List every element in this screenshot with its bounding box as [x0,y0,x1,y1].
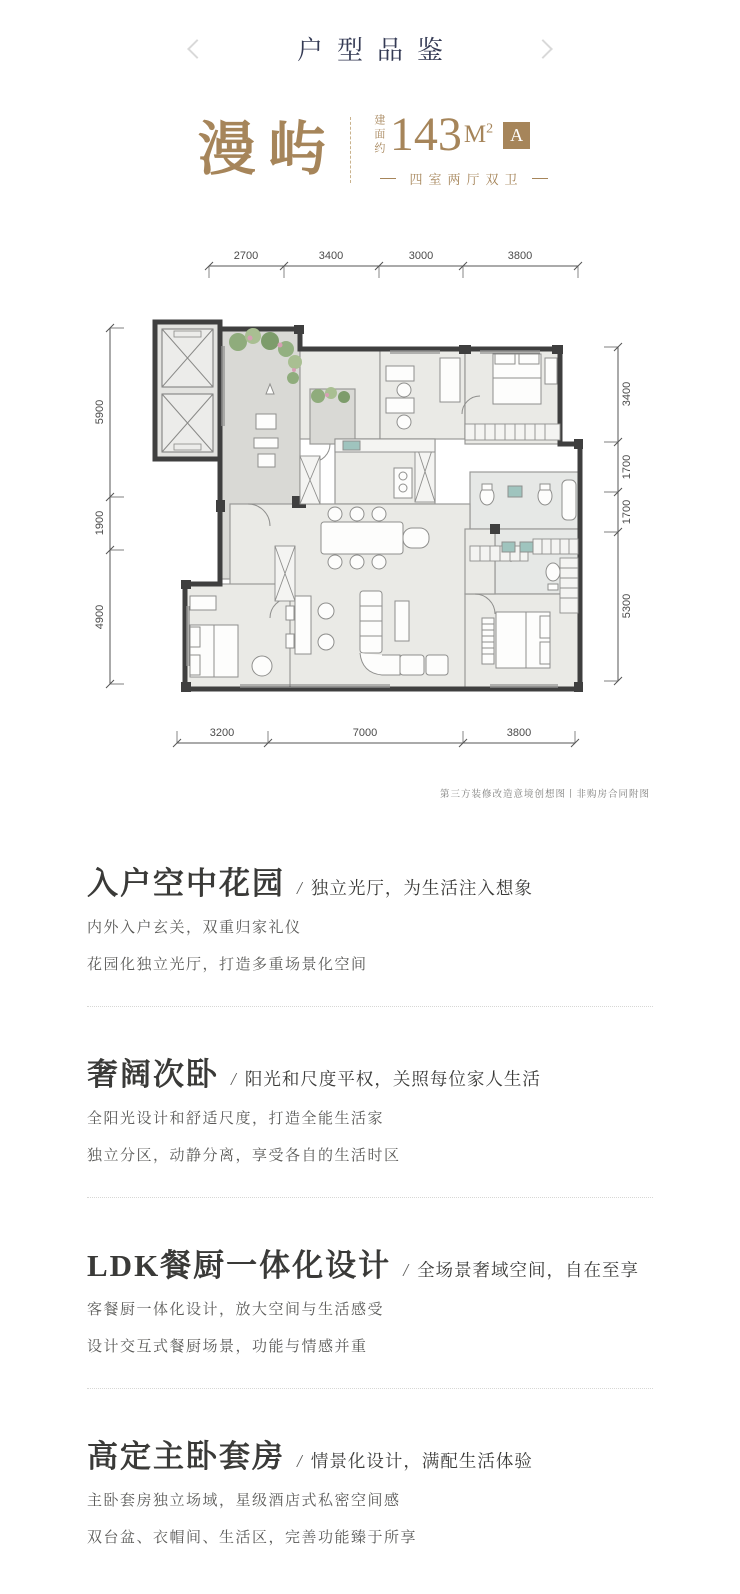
section-divider [87,1006,653,1007]
slash: / [403,1260,410,1280]
feature-subtitle: / 全场景奢域空间，自在至享 [403,1260,640,1280]
dim-label: 3400 [621,381,633,407]
dim-label: 1700 [621,499,633,525]
slash: / [231,1069,237,1089]
dash-right [532,178,548,179]
feature-entry-garden [87,852,653,976]
layout-desc: 四室两厅双卫 [409,172,524,187]
unit-layout [380,169,548,188]
feature-line: 花园化独立光厅，打造多重场景化空间 [87,955,368,973]
feature-title: 入户空中花园 [87,866,285,901]
dim-label: 5300 [621,593,633,619]
feature-title: LDK餐厨一体化设计 [87,1248,392,1283]
dim-label: 1900 [94,510,106,536]
dim-label: 4900 [94,604,106,630]
area-unit: $M^2$ [463,121,494,148]
plan-disclaimer: 第三方装修改造意境创想图丨非购房合同附图 [439,789,650,800]
elevator-core [155,322,220,459]
feature-line: 客餐厨一体化设计，放大空间与生活感受 [87,1301,385,1318]
unit-area [372,108,555,161]
feature-sections [87,852,653,1549]
dim-label: 3800 [506,727,532,739]
dim-label: 2700 [233,250,259,262]
section-divider [87,1388,653,1389]
page-title: 户型品鉴 [296,36,457,65]
feature-master-suite [87,1425,653,1549]
feature-subtitle: / 情景化设计，满配生活体验 [297,1451,533,1471]
dim-label: 5900 [94,399,106,425]
feature-line: 设计交互式餐厨场景，功能与情感并重 [87,1337,368,1355]
unit-name: 漫屿 [197,116,338,182]
feature-title: 奢阔次卧 [87,1057,219,1092]
feature-line: 双台盆、衣帽间、生活区，完善功能臻于所享 [87,1528,418,1546]
feature-line: 全阳光设计和舒适尺度，打造全能生活家 [87,1110,385,1127]
dim-label: 3000 [408,250,434,262]
dim-right [604,343,633,685]
dim-label: 7000 [352,727,378,739]
dim-left [94,324,124,688]
dim-bottom [173,727,579,747]
floorplan [90,246,650,776]
slash: / [297,1451,303,1471]
area-prefix: 建面约 [372,114,385,156]
title-divider [350,117,351,183]
section-divider [87,1197,653,1198]
feature-ldk-kitchen [87,1234,653,1358]
chevron-right-icon[interactable] [533,39,553,59]
feature-subtitle: / 阳光和尺度平权，关照每位家人生活 [231,1069,541,1089]
dim-label: 3400 [318,250,344,262]
slash: / [297,878,303,898]
feature-subtitle: / 独立光厅，为生活注入想象 [297,878,533,898]
chevron-left-icon[interactable] [187,39,207,59]
area-power: 2 [486,121,494,137]
unit-title-block [0,108,740,188]
feature-secondary-bedroom [87,1043,653,1167]
dim-top [205,250,582,278]
dash-left [380,178,396,179]
floorplan-svg [90,246,650,776]
carousel-header [190,30,550,67]
area-value: 143 [389,108,462,161]
feature-title: 高定主卧套房 [87,1439,285,1474]
feature-line: 独立分区，动静分离，享受各自的生活时区 [87,1146,401,1164]
dim-label: 3800 [507,250,533,262]
feature-line: 主卧套房独立场域，星级酒店式私密空间感 [87,1492,401,1509]
dim-label: 1700 [621,454,633,480]
feature-line: 内外入户玄关，双重归家礼仪 [87,919,302,936]
unit-type-badge: A [503,122,530,149]
dim-label: 3200 [209,727,235,739]
